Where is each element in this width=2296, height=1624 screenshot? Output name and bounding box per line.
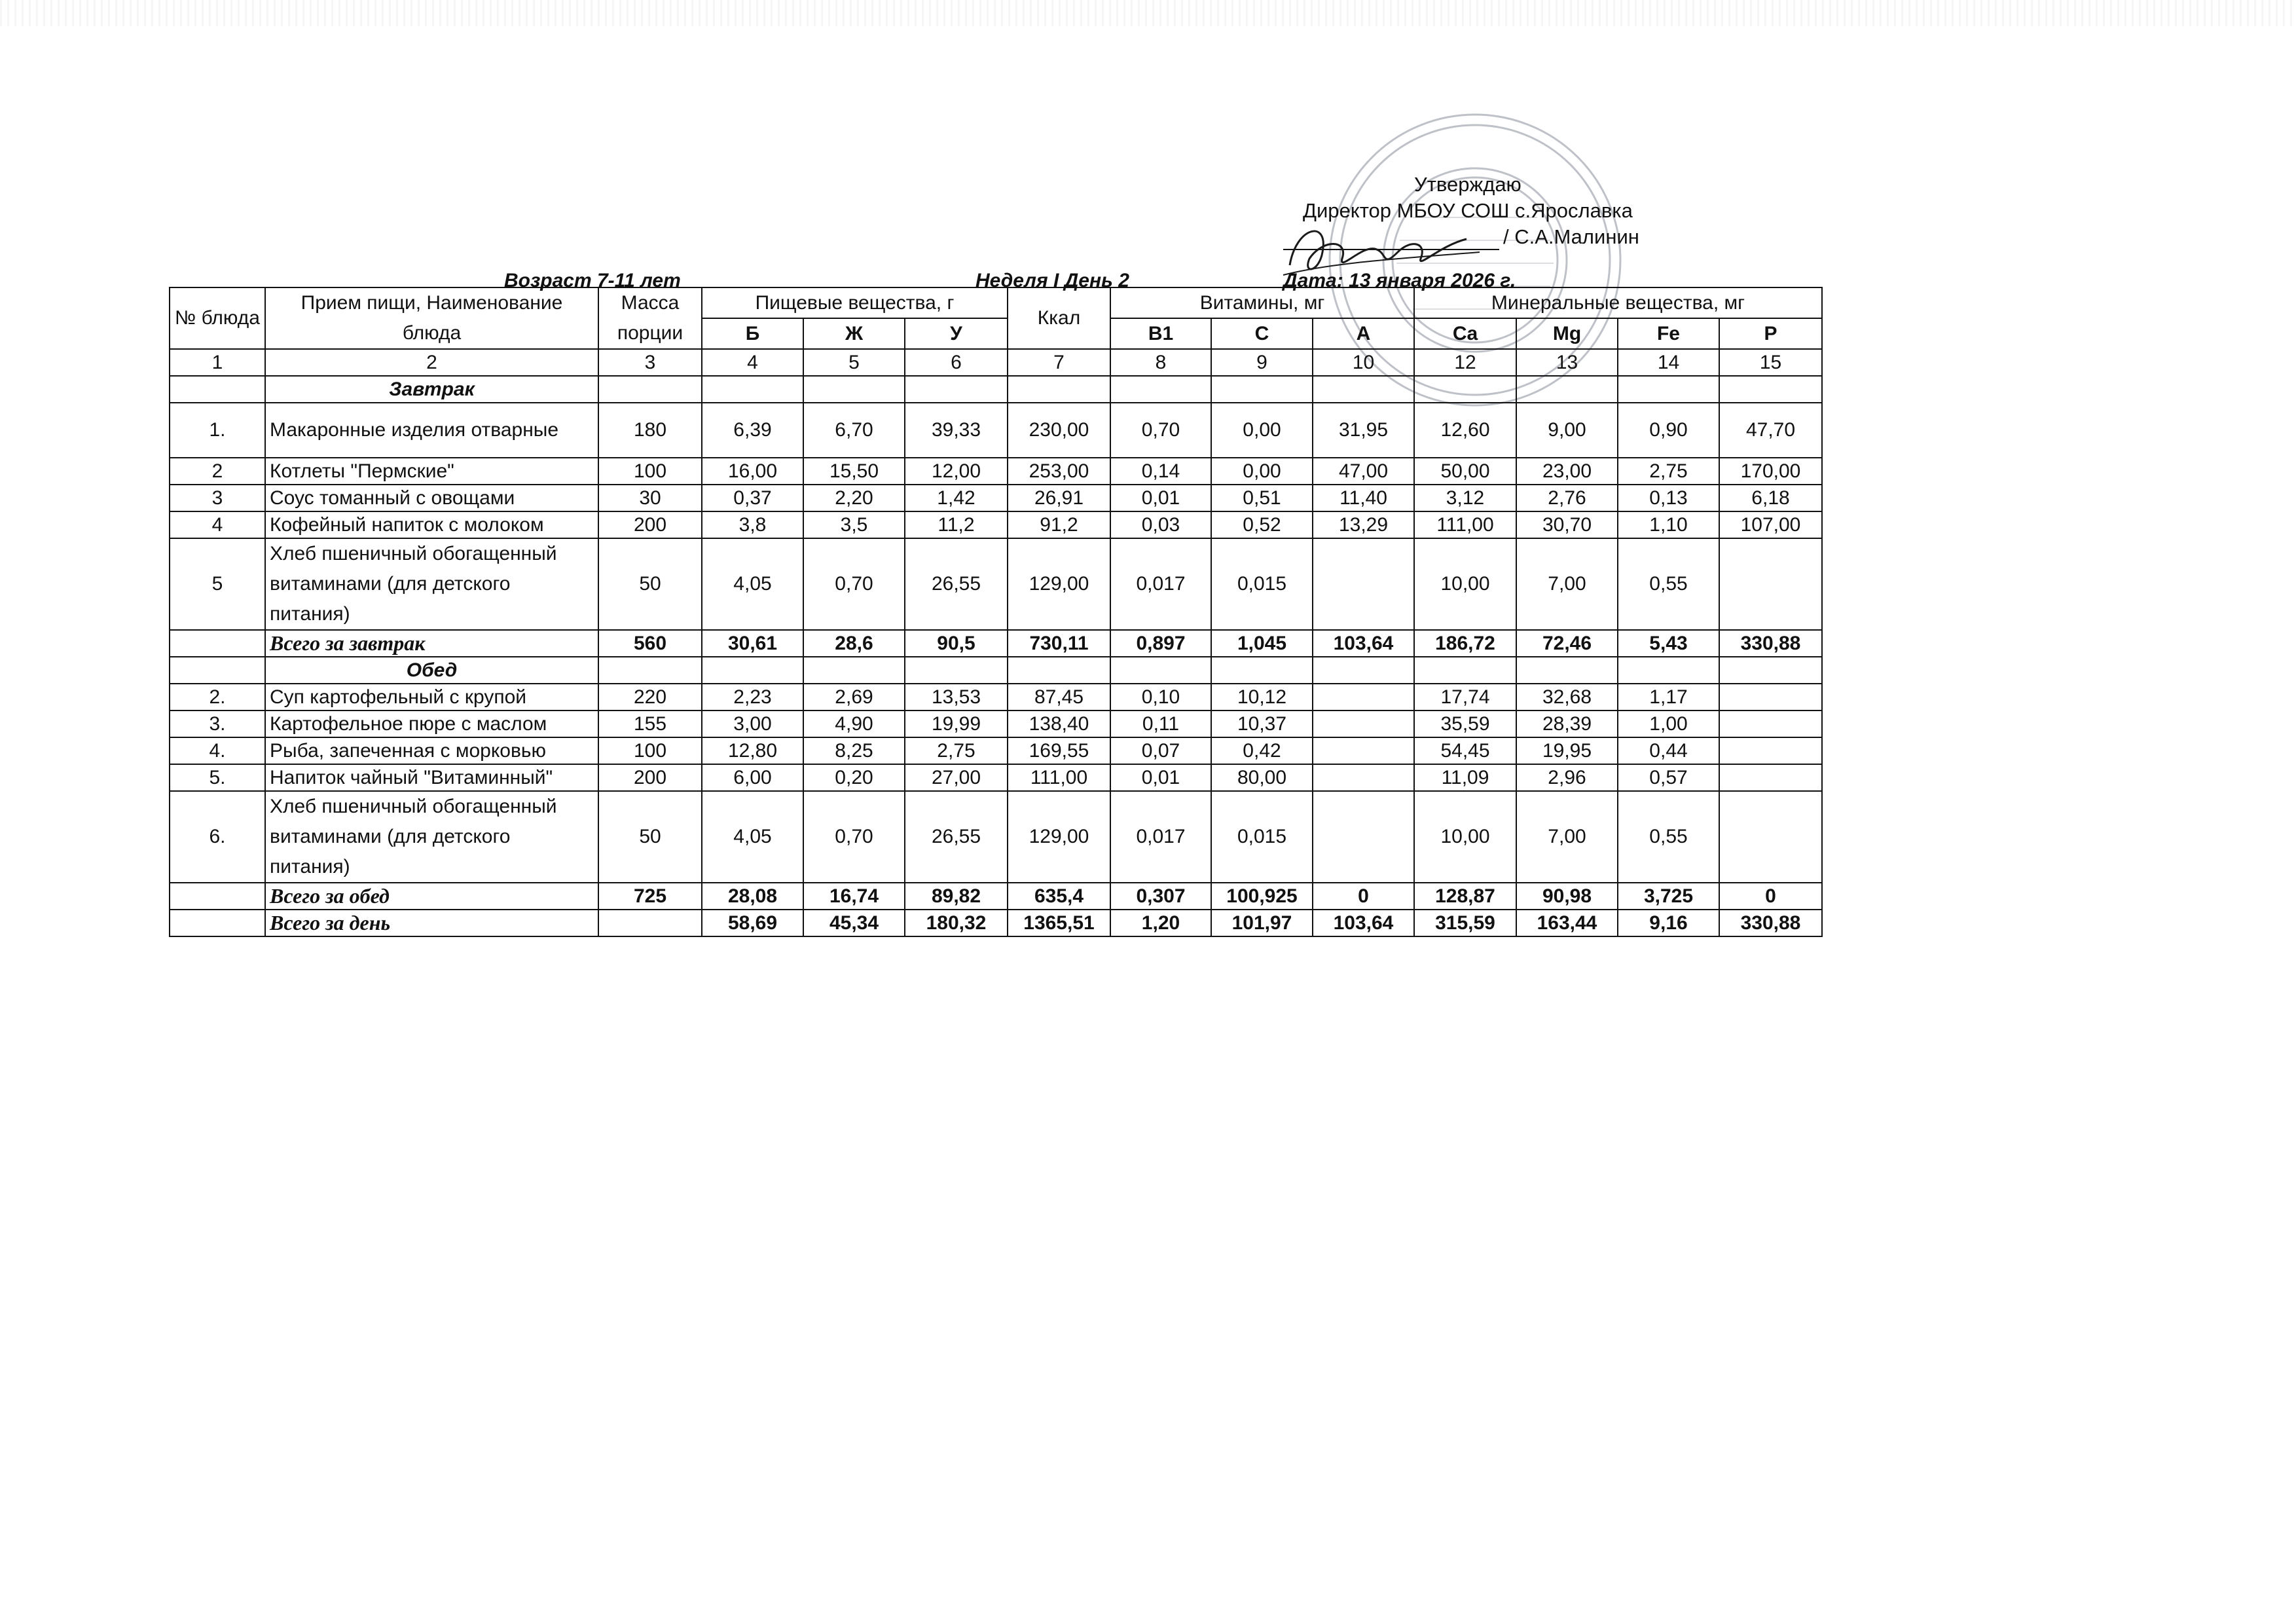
total-value-cell-c: 1,045	[1211, 630, 1313, 657]
total-value-cell-c: 101,97	[1211, 910, 1313, 936]
value-cell-ca: 10,00	[1414, 791, 1516, 883]
lunch-rows	[170, 684, 1822, 883]
value-cell-p: 6,18	[1719, 485, 1822, 511]
age-caption: Возраст 7-11 лет	[504, 270, 681, 291]
section-cell	[1516, 376, 1618, 403]
header-vitamins: Витамины, мг	[1110, 287, 1414, 318]
section-cell	[1719, 376, 1822, 403]
value-cell-b1: 0,70	[1110, 403, 1211, 458]
menu-table	[169, 287, 1823, 937]
value-cell-mg: 9,00	[1516, 403, 1618, 458]
value-cell-zh: 0,70	[803, 791, 905, 883]
total-value-cell-kcal: 730,11	[1008, 630, 1110, 657]
total-value-cell-p: 0	[1719, 883, 1822, 910]
total-value-cell-a: 103,64	[1313, 910, 1414, 936]
column-number-cell: 8	[1110, 349, 1211, 376]
value-cell-a: 11,40	[1313, 485, 1414, 511]
value-cell-u: 1,42	[905, 485, 1008, 511]
value-cell-kcal: 87,45	[1008, 684, 1110, 710]
dish-name-cell: Напиток чайный "Витаминный"	[265, 764, 598, 791]
value-cell-b: 12,80	[702, 737, 803, 764]
total-value-cell-b: 28,08	[702, 883, 803, 910]
subheader-zh: Ж	[803, 318, 905, 349]
dish-name-cell: Рыба, запеченная с морковью	[265, 737, 598, 764]
value-cell-p	[1719, 684, 1822, 710]
value-cell-kcal: 138,40	[1008, 710, 1110, 737]
total-value-cell-zh: 28,6	[803, 630, 905, 657]
value-cell-ca: 3,12	[1414, 485, 1516, 511]
dish-name-cell: Картофельное пюре с маслом	[265, 710, 598, 737]
dish-name-cell: Суп картофельный с крупой	[265, 684, 598, 710]
table-row	[170, 485, 1822, 511]
section-cell	[702, 376, 803, 403]
total-value-cell-ca: 315,59	[1414, 910, 1516, 936]
value-cell-mg: 23,00	[1516, 458, 1618, 485]
section-cell	[598, 657, 702, 684]
date-caption: Дата: 13 января 2026 г.	[1283, 270, 1516, 291]
value-cell-zh: 0,20	[803, 764, 905, 791]
value-cell-zh: 2,20	[803, 485, 905, 511]
total-value-cell-b: 30,61	[702, 630, 803, 657]
value-cell-p: 47,70	[1719, 403, 1822, 458]
value-cell-fe: 0,13	[1618, 485, 1719, 511]
value-cell-b1: 0,017	[1110, 791, 1211, 883]
value-cell-c: 0,015	[1211, 538, 1313, 630]
value-cell-b: 6,39	[702, 403, 803, 458]
value-cell-p: 107,00	[1719, 511, 1822, 538]
total-value-cell-zh: 16,74	[803, 883, 905, 910]
value-cell-u: 12,00	[905, 458, 1008, 485]
value-cell-kcal: 91,2	[1008, 511, 1110, 538]
value-cell-fe: 1,10	[1618, 511, 1719, 538]
total-value-cell-a: 103,64	[1313, 630, 1414, 657]
section-cell	[803, 657, 905, 684]
section-cell	[1719, 657, 1822, 684]
approval-signer: / С.А.Малинин	[1503, 225, 1639, 248]
value-cell-mass: 50	[598, 791, 702, 883]
header-kcal: Ккал	[1008, 287, 1110, 349]
column-number-cell: 10	[1313, 349, 1414, 376]
value-cell-c: 0,52	[1211, 511, 1313, 538]
value-cell-zh: 3,5	[803, 511, 905, 538]
total-value-cell-mg: 72,46	[1516, 630, 1618, 657]
value-cell-a	[1313, 710, 1414, 737]
total-value-cell-b1: 0,897	[1110, 630, 1211, 657]
column-number-cell: 7	[1008, 349, 1110, 376]
value-cell-a	[1313, 737, 1414, 764]
value-cell-a: 13,29	[1313, 511, 1414, 538]
total-value-cell-zh: 45,34	[803, 910, 905, 936]
value-cell-mg: 32,68	[1516, 684, 1618, 710]
value-cell-mass: 180	[598, 403, 702, 458]
section-cell	[1110, 376, 1211, 403]
section-cell	[598, 376, 702, 403]
value-cell-mg: 2,96	[1516, 764, 1618, 791]
section-cell	[170, 376, 265, 403]
column-numbers-row	[170, 349, 1822, 376]
subheader-b1: B1	[1110, 318, 1211, 349]
value-cell-c: 0,00	[1211, 403, 1313, 458]
value-cell-c: 0,42	[1211, 737, 1313, 764]
section-cell	[1211, 376, 1313, 403]
value-cell-kcal: 230,00	[1008, 403, 1110, 458]
header-dish-no: № блюда	[170, 287, 265, 349]
section-lunch	[170, 657, 1822, 684]
dish-name-cell: Хлеб пшеничный обогащенный витаминами (для детского питания)	[265, 538, 598, 630]
approval-position: Директор МБОУ СОШ с.Ярославка	[1303, 199, 1633, 222]
total-value-cell-mg: 90,98	[1516, 883, 1618, 910]
value-cell-u: 39,33	[905, 403, 1008, 458]
dish-number-cell: 2.	[170, 684, 265, 710]
table-row	[170, 458, 1822, 485]
value-cell-c: 0,51	[1211, 485, 1313, 511]
value-cell-c: 10,12	[1211, 684, 1313, 710]
section-cell	[803, 376, 905, 403]
value-cell-zh: 4,90	[803, 710, 905, 737]
section-cell	[1211, 657, 1313, 684]
value-cell-b: 4,05	[702, 791, 803, 883]
header-row	[170, 287, 1822, 318]
value-cell-zh: 8,25	[803, 737, 905, 764]
total-value-cell-b: 58,69	[702, 910, 803, 936]
dish-number-cell: 2	[170, 458, 265, 485]
total-empty-cell	[170, 630, 265, 657]
dish-name-cell: Соус томанный с овощами	[265, 485, 598, 511]
value-cell-u: 27,00	[905, 764, 1008, 791]
value-cell-mg: 28,39	[1516, 710, 1618, 737]
column-number-cell: 14	[1618, 349, 1719, 376]
value-cell-fe: 0,57	[1618, 764, 1719, 791]
header-minerals: Минеральные вещества, мг	[1414, 287, 1822, 318]
table-row	[170, 403, 1822, 458]
value-cell-a	[1313, 684, 1414, 710]
value-cell-mass: 100	[598, 458, 702, 485]
column-number-cell: 3	[598, 349, 702, 376]
value-cell-ca: 17,74	[1414, 684, 1516, 710]
value-cell-b1: 0,03	[1110, 511, 1211, 538]
section-cell	[1414, 657, 1516, 684]
value-cell-ca: 111,00	[1414, 511, 1516, 538]
total-value-cell-ca: 128,87	[1414, 883, 1516, 910]
value-cell-b1: 0,017	[1110, 538, 1211, 630]
value-cell-kcal: 111,00	[1008, 764, 1110, 791]
total-value-cell-c: 100,925	[1211, 883, 1313, 910]
section-cell	[1414, 376, 1516, 403]
subheader-ca: Ca	[1414, 318, 1516, 349]
section-cell	[170, 657, 265, 684]
value-cell-b: 16,00	[702, 458, 803, 485]
value-cell-zh: 6,70	[803, 403, 905, 458]
value-cell-b: 3,8	[702, 511, 803, 538]
section-cell	[1008, 657, 1110, 684]
value-cell-mg: 30,70	[1516, 511, 1618, 538]
table-row	[170, 511, 1822, 538]
value-cell-c: 0,00	[1211, 458, 1313, 485]
value-cell-u: 2,75	[905, 737, 1008, 764]
total-empty-cell	[170, 910, 265, 936]
value-cell-fe: 0,55	[1618, 791, 1719, 883]
value-cell-mass: 200	[598, 511, 702, 538]
dish-number-cell: 6.	[170, 791, 265, 883]
section-title-lunch: Обед	[265, 657, 598, 684]
section-cell	[1110, 657, 1211, 684]
section-cell	[702, 657, 803, 684]
total-label-cell: Всего за день	[265, 910, 598, 936]
value-cell-zh: 2,69	[803, 684, 905, 710]
table-row	[170, 684, 1822, 710]
value-cell-b: 0,37	[702, 485, 803, 511]
value-cell-zh: 15,50	[803, 458, 905, 485]
header-meal-name: Прием пищи, Наименование блюда	[265, 287, 598, 349]
table-row	[170, 710, 1822, 737]
value-cell-u: 13,53	[905, 684, 1008, 710]
column-number-cell: 9	[1211, 349, 1313, 376]
table-row	[170, 791, 1822, 883]
total-value-cell-fe: 5,43	[1618, 630, 1719, 657]
section-title-breakfast: Завтрак	[265, 376, 598, 403]
value-cell-b1: 0,01	[1110, 485, 1211, 511]
total-row	[170, 883, 1822, 910]
value-cell-b1: 0,07	[1110, 737, 1211, 764]
dish-number-cell: 3.	[170, 710, 265, 737]
value-cell-mass: 220	[598, 684, 702, 710]
value-cell-b1: 0,11	[1110, 710, 1211, 737]
value-cell-kcal: 129,00	[1008, 538, 1110, 630]
subheader-p: P	[1719, 318, 1822, 349]
value-cell-mg: 7,00	[1516, 538, 1618, 630]
total-value-cell-b1: 1,20	[1110, 910, 1211, 936]
value-cell-mass: 200	[598, 764, 702, 791]
value-cell-mass: 30	[598, 485, 702, 511]
value-cell-p	[1719, 538, 1822, 630]
dish-number-cell: 5	[170, 538, 265, 630]
value-cell-fe: 1,00	[1618, 710, 1719, 737]
value-cell-b: 3,00	[702, 710, 803, 737]
total-row	[170, 630, 1822, 657]
total-label-cell: Всего за обед	[265, 883, 598, 910]
value-cell-a	[1313, 764, 1414, 791]
value-cell-u: 26,55	[905, 791, 1008, 883]
value-cell-p	[1719, 791, 1822, 883]
value-cell-b: 2,23	[702, 684, 803, 710]
section-cell	[905, 657, 1008, 684]
dish-name-cell: Макаронные изделия отварные	[265, 403, 598, 458]
total-value-cell-mg: 163,44	[1516, 910, 1618, 936]
header-nutrients: Пищевые вещества, г	[702, 287, 1008, 318]
column-number-cell: 1	[170, 349, 265, 376]
section-cell	[1618, 657, 1719, 684]
value-cell-ca: 10,00	[1414, 538, 1516, 630]
table-row	[170, 764, 1822, 791]
header-portion: Масса порции	[598, 287, 702, 349]
value-cell-p	[1719, 710, 1822, 737]
value-cell-b1: 0,01	[1110, 764, 1211, 791]
dish-number-cell: 3	[170, 485, 265, 511]
value-cell-kcal: 253,00	[1008, 458, 1110, 485]
column-number-cell: 5	[803, 349, 905, 376]
subheader-c: C	[1211, 318, 1313, 349]
value-cell-a	[1313, 538, 1414, 630]
value-cell-u: 19,99	[905, 710, 1008, 737]
value-cell-a: 47,00	[1313, 458, 1414, 485]
total-value-cell-mass: 560	[598, 630, 702, 657]
value-cell-mass: 100	[598, 737, 702, 764]
section-cell	[1313, 376, 1414, 403]
value-cell-p	[1719, 764, 1822, 791]
dish-name-cell: Кофейный напиток с молоком	[265, 511, 598, 538]
column-number-cell: 4	[702, 349, 803, 376]
breakfast-total	[170, 630, 1822, 657]
total-value-cell-kcal: 635,4	[1008, 883, 1110, 910]
value-cell-mg: 7,00	[1516, 791, 1618, 883]
value-cell-ca: 54,45	[1414, 737, 1516, 764]
column-number-cell: 6	[905, 349, 1008, 376]
value-cell-fe: 0,55	[1618, 538, 1719, 630]
scan-noise-strip	[0, 0, 2296, 26]
approval-title: Утверждаю	[1414, 173, 1522, 196]
column-number-cell: 2	[265, 349, 598, 376]
value-cell-kcal: 129,00	[1008, 791, 1110, 883]
value-cell-fe: 0,44	[1618, 737, 1719, 764]
subheader-a: A	[1313, 318, 1414, 349]
total-value-cell-a: 0	[1313, 883, 1414, 910]
section-cell	[1313, 657, 1414, 684]
value-cell-ca: 11,09	[1414, 764, 1516, 791]
value-cell-a	[1313, 791, 1414, 883]
dish-name-cell: Хлеб пшеничный обогащенный витаминами (для детского питания)	[265, 791, 598, 883]
value-cell-b: 4,05	[702, 538, 803, 630]
value-cell-c: 10,37	[1211, 710, 1313, 737]
value-cell-ca: 12,60	[1414, 403, 1516, 458]
value-cell-u: 26,55	[905, 538, 1008, 630]
total-value-cell-fe: 3,725	[1618, 883, 1719, 910]
value-cell-u: 11,2	[905, 511, 1008, 538]
total-row	[170, 910, 1822, 936]
value-cell-kcal: 26,91	[1008, 485, 1110, 511]
subheader-fe: Fe	[1618, 318, 1719, 349]
dish-number-cell: 5.	[170, 764, 265, 791]
value-cell-mg: 2,76	[1516, 485, 1618, 511]
value-cell-p	[1719, 737, 1822, 764]
value-cell-b: 6,00	[702, 764, 803, 791]
value-cell-b1: 0,10	[1110, 684, 1211, 710]
section-cell	[1516, 657, 1618, 684]
value-cell-c: 80,00	[1211, 764, 1313, 791]
subheader-u: У	[905, 318, 1008, 349]
column-number-cell: 15	[1719, 349, 1822, 376]
dish-number-cell: 4.	[170, 737, 265, 764]
value-cell-ca: 50,00	[1414, 458, 1516, 485]
subheader-b: Б	[702, 318, 803, 349]
section-cell	[1618, 376, 1719, 403]
dish-number-cell: 4	[170, 511, 265, 538]
value-cell-mass: 155	[598, 710, 702, 737]
day-total	[170, 910, 1822, 936]
total-value-cell-u: 180,32	[905, 910, 1008, 936]
value-cell-ca: 35,59	[1414, 710, 1516, 737]
total-value-cell-mass: 725	[598, 883, 702, 910]
week-day-caption: Неделя I День 2	[975, 270, 1129, 291]
value-cell-mass: 50	[598, 538, 702, 630]
total-value-cell-mass	[598, 910, 702, 936]
total-value-cell-u: 89,82	[905, 883, 1008, 910]
value-cell-a: 31,95	[1313, 403, 1414, 458]
value-cell-zh: 0,70	[803, 538, 905, 630]
value-cell-kcal: 169,55	[1008, 737, 1110, 764]
table-row	[170, 737, 1822, 764]
value-cell-p: 170,00	[1719, 458, 1822, 485]
value-cell-fe: 2,75	[1618, 458, 1719, 485]
value-cell-c: 0,015	[1211, 791, 1313, 883]
total-value-cell-p: 330,88	[1719, 910, 1822, 936]
dish-number-cell: 1.	[170, 403, 265, 458]
total-value-cell-p: 330,88	[1719, 630, 1822, 657]
table-row	[170, 538, 1822, 630]
dish-name-cell: Котлеты "Пермские"	[265, 458, 598, 485]
column-number-cell: 13	[1516, 349, 1618, 376]
section-cell	[905, 376, 1008, 403]
value-cell-mg: 19,95	[1516, 737, 1618, 764]
value-cell-b1: 0,14	[1110, 458, 1211, 485]
total-value-cell-u: 90,5	[905, 630, 1008, 657]
column-number-cell: 12	[1414, 349, 1516, 376]
section-breakfast	[170, 376, 1822, 403]
total-value-cell-fe: 9,16	[1618, 910, 1719, 936]
breakfast-rows	[170, 403, 1822, 630]
value-cell-fe: 1,17	[1618, 684, 1719, 710]
total-value-cell-ca: 186,72	[1414, 630, 1516, 657]
value-cell-fe: 0,90	[1618, 403, 1719, 458]
total-value-cell-kcal: 1365,51	[1008, 910, 1110, 936]
total-value-cell-b1: 0,307	[1110, 883, 1211, 910]
total-label-cell: Всего за завтрак	[265, 630, 598, 657]
section-cell	[1008, 376, 1110, 403]
lunch-total	[170, 883, 1822, 910]
subheader-mg: Mg	[1516, 318, 1618, 349]
total-empty-cell	[170, 883, 265, 910]
